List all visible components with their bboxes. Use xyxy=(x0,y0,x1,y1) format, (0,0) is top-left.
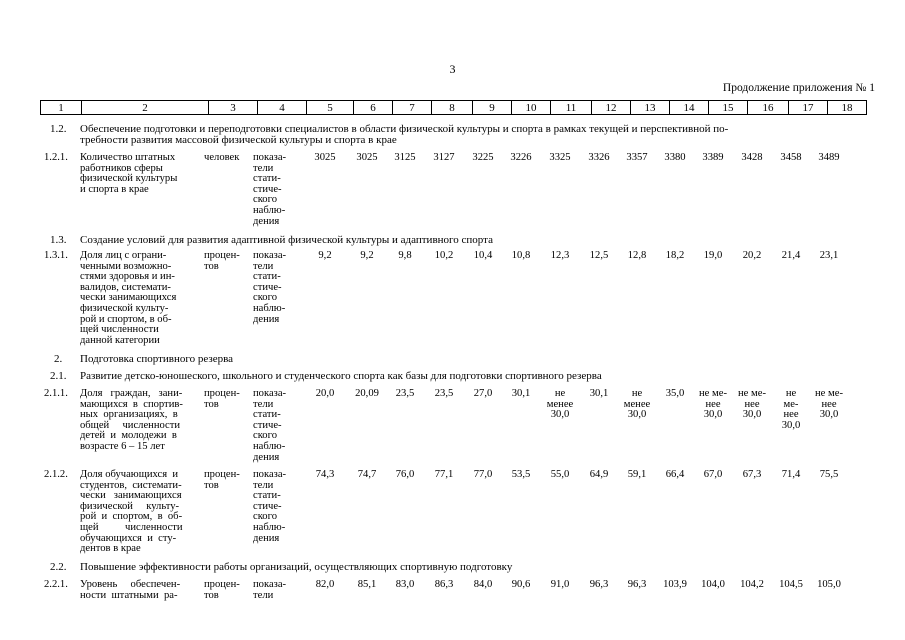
unit-label: человек xyxy=(204,152,240,163)
column-header-16: 16 xyxy=(748,101,789,115)
value-cell: не ме- нее 30,0 xyxy=(699,388,727,421)
value-cell: 3025 xyxy=(314,152,336,163)
indicator-name: Доля лиц с ограни- ченными возможно- стями здоровья и ин- валидов, системати- чески занимающихся физической культу- рой и спортом, в об- щей численности данной категории xyxy=(80,250,177,346)
value-cell: 10,8 xyxy=(511,250,531,261)
unit-label: процен- тов xyxy=(204,579,240,601)
column-header-8: 8 xyxy=(432,101,473,115)
column-header-4: 4 xyxy=(258,101,307,115)
value-cell: 12,8 xyxy=(627,250,647,261)
value-cell: 30,1 xyxy=(511,388,531,399)
value-cell: 71,4 xyxy=(781,469,801,480)
indicator-name: Количество штатных работников сферы физической культуры и спорта в крае xyxy=(80,152,178,195)
section-title: Создание условий для развития адаптивной физической культуры и адаптивного спорта xyxy=(80,234,493,246)
value-cell: 23,5 xyxy=(395,388,415,399)
value-cell: 66,4 xyxy=(665,469,685,480)
value-cell: 3326 xyxy=(588,152,610,163)
unit-label: процен- тов xyxy=(204,250,240,272)
value-cell: 3380 xyxy=(664,152,686,163)
value-cell: 74,7 xyxy=(357,469,377,480)
value-cell: 104,5 xyxy=(779,579,803,590)
value-cell: 53,5 xyxy=(511,469,531,480)
value-cell: 67,0 xyxy=(703,469,723,480)
section-number: 2. xyxy=(54,353,63,365)
value-cell: 12,3 xyxy=(550,250,570,261)
section-number: 1.3. xyxy=(50,234,67,246)
source-label: показа- тели xyxy=(253,579,287,601)
value-cell: 3489 xyxy=(818,152,840,163)
column-header-14: 14 xyxy=(670,101,709,115)
row-number: 2.2.1. xyxy=(44,579,68,590)
value-cell: 55,0 xyxy=(550,469,570,480)
value-cell: 3428 xyxy=(741,152,763,163)
indicator-name: Доля обучающихся и студентов, системати- чески занимающихся физической культу- рой и спортом, в об- щей численности обучающихся и сту- дентов в крае xyxy=(80,469,183,555)
value-cell: 9,8 xyxy=(398,250,412,261)
indicator-name: Доля граждан, зани- мающихся в спортив- ных организациях, в общей численности детей и молодежи в возрасте 6 – 15 лет xyxy=(80,388,183,452)
value-cell: не ме- нее 30,0 xyxy=(815,388,843,421)
value-cell: 35,0 xyxy=(665,388,685,399)
value-cell: 96,3 xyxy=(627,579,647,590)
value-cell: 19,0 xyxy=(703,250,723,261)
value-cell: 27,0 xyxy=(473,388,493,399)
continuation-note: Продолжение приложения № 1 xyxy=(722,82,875,94)
section-title: Подготовка спортивного резерва xyxy=(80,353,234,365)
column-header-15: 15 xyxy=(709,101,748,115)
section-number: 2.1. xyxy=(50,370,67,382)
column-header-3: 3 xyxy=(209,101,258,115)
section-title: Развитие детско-юношеского, школьного и студенческого спорта как базы для подготовки спортивного резерва xyxy=(80,370,602,382)
unit-label: процен- тов xyxy=(204,388,240,410)
column-header-10: 10 xyxy=(512,101,551,115)
column-header-table xyxy=(40,100,867,115)
value-cell: 21,4 xyxy=(781,250,801,261)
section-title: Обеспечение подготовки и переподготовки специалистов в области физической культуры и спорта в рамках текущей и перспективной по- xyxy=(80,123,729,135)
source-label: показа- тели стати- стиче- ского наблю- дения xyxy=(253,469,287,544)
value-cell: 30,1 xyxy=(589,388,609,399)
value-cell: 82,0 xyxy=(315,579,335,590)
value-cell: 103,9 xyxy=(663,579,687,590)
value-cell: 10,4 xyxy=(473,250,493,261)
value-cell: 3025 xyxy=(356,152,378,163)
value-cell: 3357 xyxy=(626,152,648,163)
value-cell: 20,09 xyxy=(355,388,379,399)
value-cell: 83,0 xyxy=(395,579,415,590)
value-cell: 23,5 xyxy=(434,388,454,399)
value-cell: 86,3 xyxy=(434,579,454,590)
unit-label: процен- тов xyxy=(204,469,240,491)
value-cell: 59,1 xyxy=(627,469,647,480)
source-label: показа- тели стати- стиче- ского наблю- дения xyxy=(253,388,287,463)
value-cell: 85,1 xyxy=(357,579,377,590)
value-cell: 9,2 xyxy=(318,250,332,261)
page-number: 3 xyxy=(449,62,456,76)
value-cell: 18,2 xyxy=(665,250,685,261)
indicator-name: Уровень обеспечен- ности штатными ра- xyxy=(80,579,181,601)
column-header-9: 9 xyxy=(473,101,512,115)
value-cell: не ме- нее 30,0 xyxy=(738,388,766,421)
value-cell: 77,1 xyxy=(434,469,454,480)
section-number: 1.2. xyxy=(50,123,67,135)
value-cell: 3225 xyxy=(472,152,494,163)
source-label: показа- тели стати- стиче- ского наблю- дения xyxy=(253,152,287,227)
value-cell: 12,5 xyxy=(589,250,609,261)
column-header-2: 2 xyxy=(82,101,209,115)
value-cell: не менее 30,0 xyxy=(546,388,574,421)
value-cell: 23,1 xyxy=(819,250,839,261)
value-cell: 10,2 xyxy=(434,250,454,261)
value-cell: 64,9 xyxy=(589,469,609,480)
row-number: 2.1.2. xyxy=(44,469,68,480)
value-cell: не менее 30,0 xyxy=(623,388,651,421)
value-cell: 84,0 xyxy=(473,579,493,590)
value-cell: 76,0 xyxy=(395,469,415,480)
section-title: Повышение эффективности работы организаций, осуществляющих спортивную подготовку xyxy=(80,561,513,573)
column-header-11: 11 xyxy=(551,101,592,115)
value-cell: 104,2 xyxy=(740,579,764,590)
column-header-6: 6 xyxy=(354,101,393,115)
source-label: показа- тели стати- стиче- ского наблю- дения xyxy=(253,250,287,325)
value-cell: 90,6 xyxy=(511,579,531,590)
value-cell: 105,0 xyxy=(817,579,841,590)
value-cell: 77,0 xyxy=(473,469,493,480)
value-cell: 3125 xyxy=(394,152,416,163)
value-cell: 74,3 xyxy=(315,469,335,480)
column-header-7: 7 xyxy=(393,101,432,115)
column-header-12: 12 xyxy=(592,101,631,115)
column-header-1: 1 xyxy=(41,101,82,115)
value-cell: 3389 xyxy=(702,152,724,163)
value-cell: 20,2 xyxy=(742,250,762,261)
value-cell: 9,2 xyxy=(360,250,374,261)
value-cell: не ме- нее 30,0 xyxy=(781,388,801,431)
section-title-cont: требности развития массовой физической культуры и спорта в крае xyxy=(80,134,397,146)
value-cell: 75,5 xyxy=(819,469,839,480)
row-number: 2.1.1. xyxy=(44,388,68,399)
column-header-5: 5 xyxy=(307,101,354,115)
value-cell: 3127 xyxy=(433,152,455,163)
value-cell: 3325 xyxy=(549,152,571,163)
column-header-18: 18 xyxy=(828,101,867,115)
value-cell: 3226 xyxy=(510,152,532,163)
column-header-17: 17 xyxy=(789,101,828,115)
value-cell: 3458 xyxy=(780,152,802,163)
row-number: 1.3.1. xyxy=(44,250,68,261)
value-cell: 67,3 xyxy=(742,469,762,480)
column-header-13: 13 xyxy=(631,101,670,115)
value-cell: 91,0 xyxy=(550,579,570,590)
section-number: 2.2. xyxy=(50,561,67,573)
value-cell: 96,3 xyxy=(589,579,609,590)
row-number: 1.2.1. xyxy=(44,152,68,163)
value-cell: 104,0 xyxy=(701,579,725,590)
value-cell: 20,0 xyxy=(315,388,335,399)
